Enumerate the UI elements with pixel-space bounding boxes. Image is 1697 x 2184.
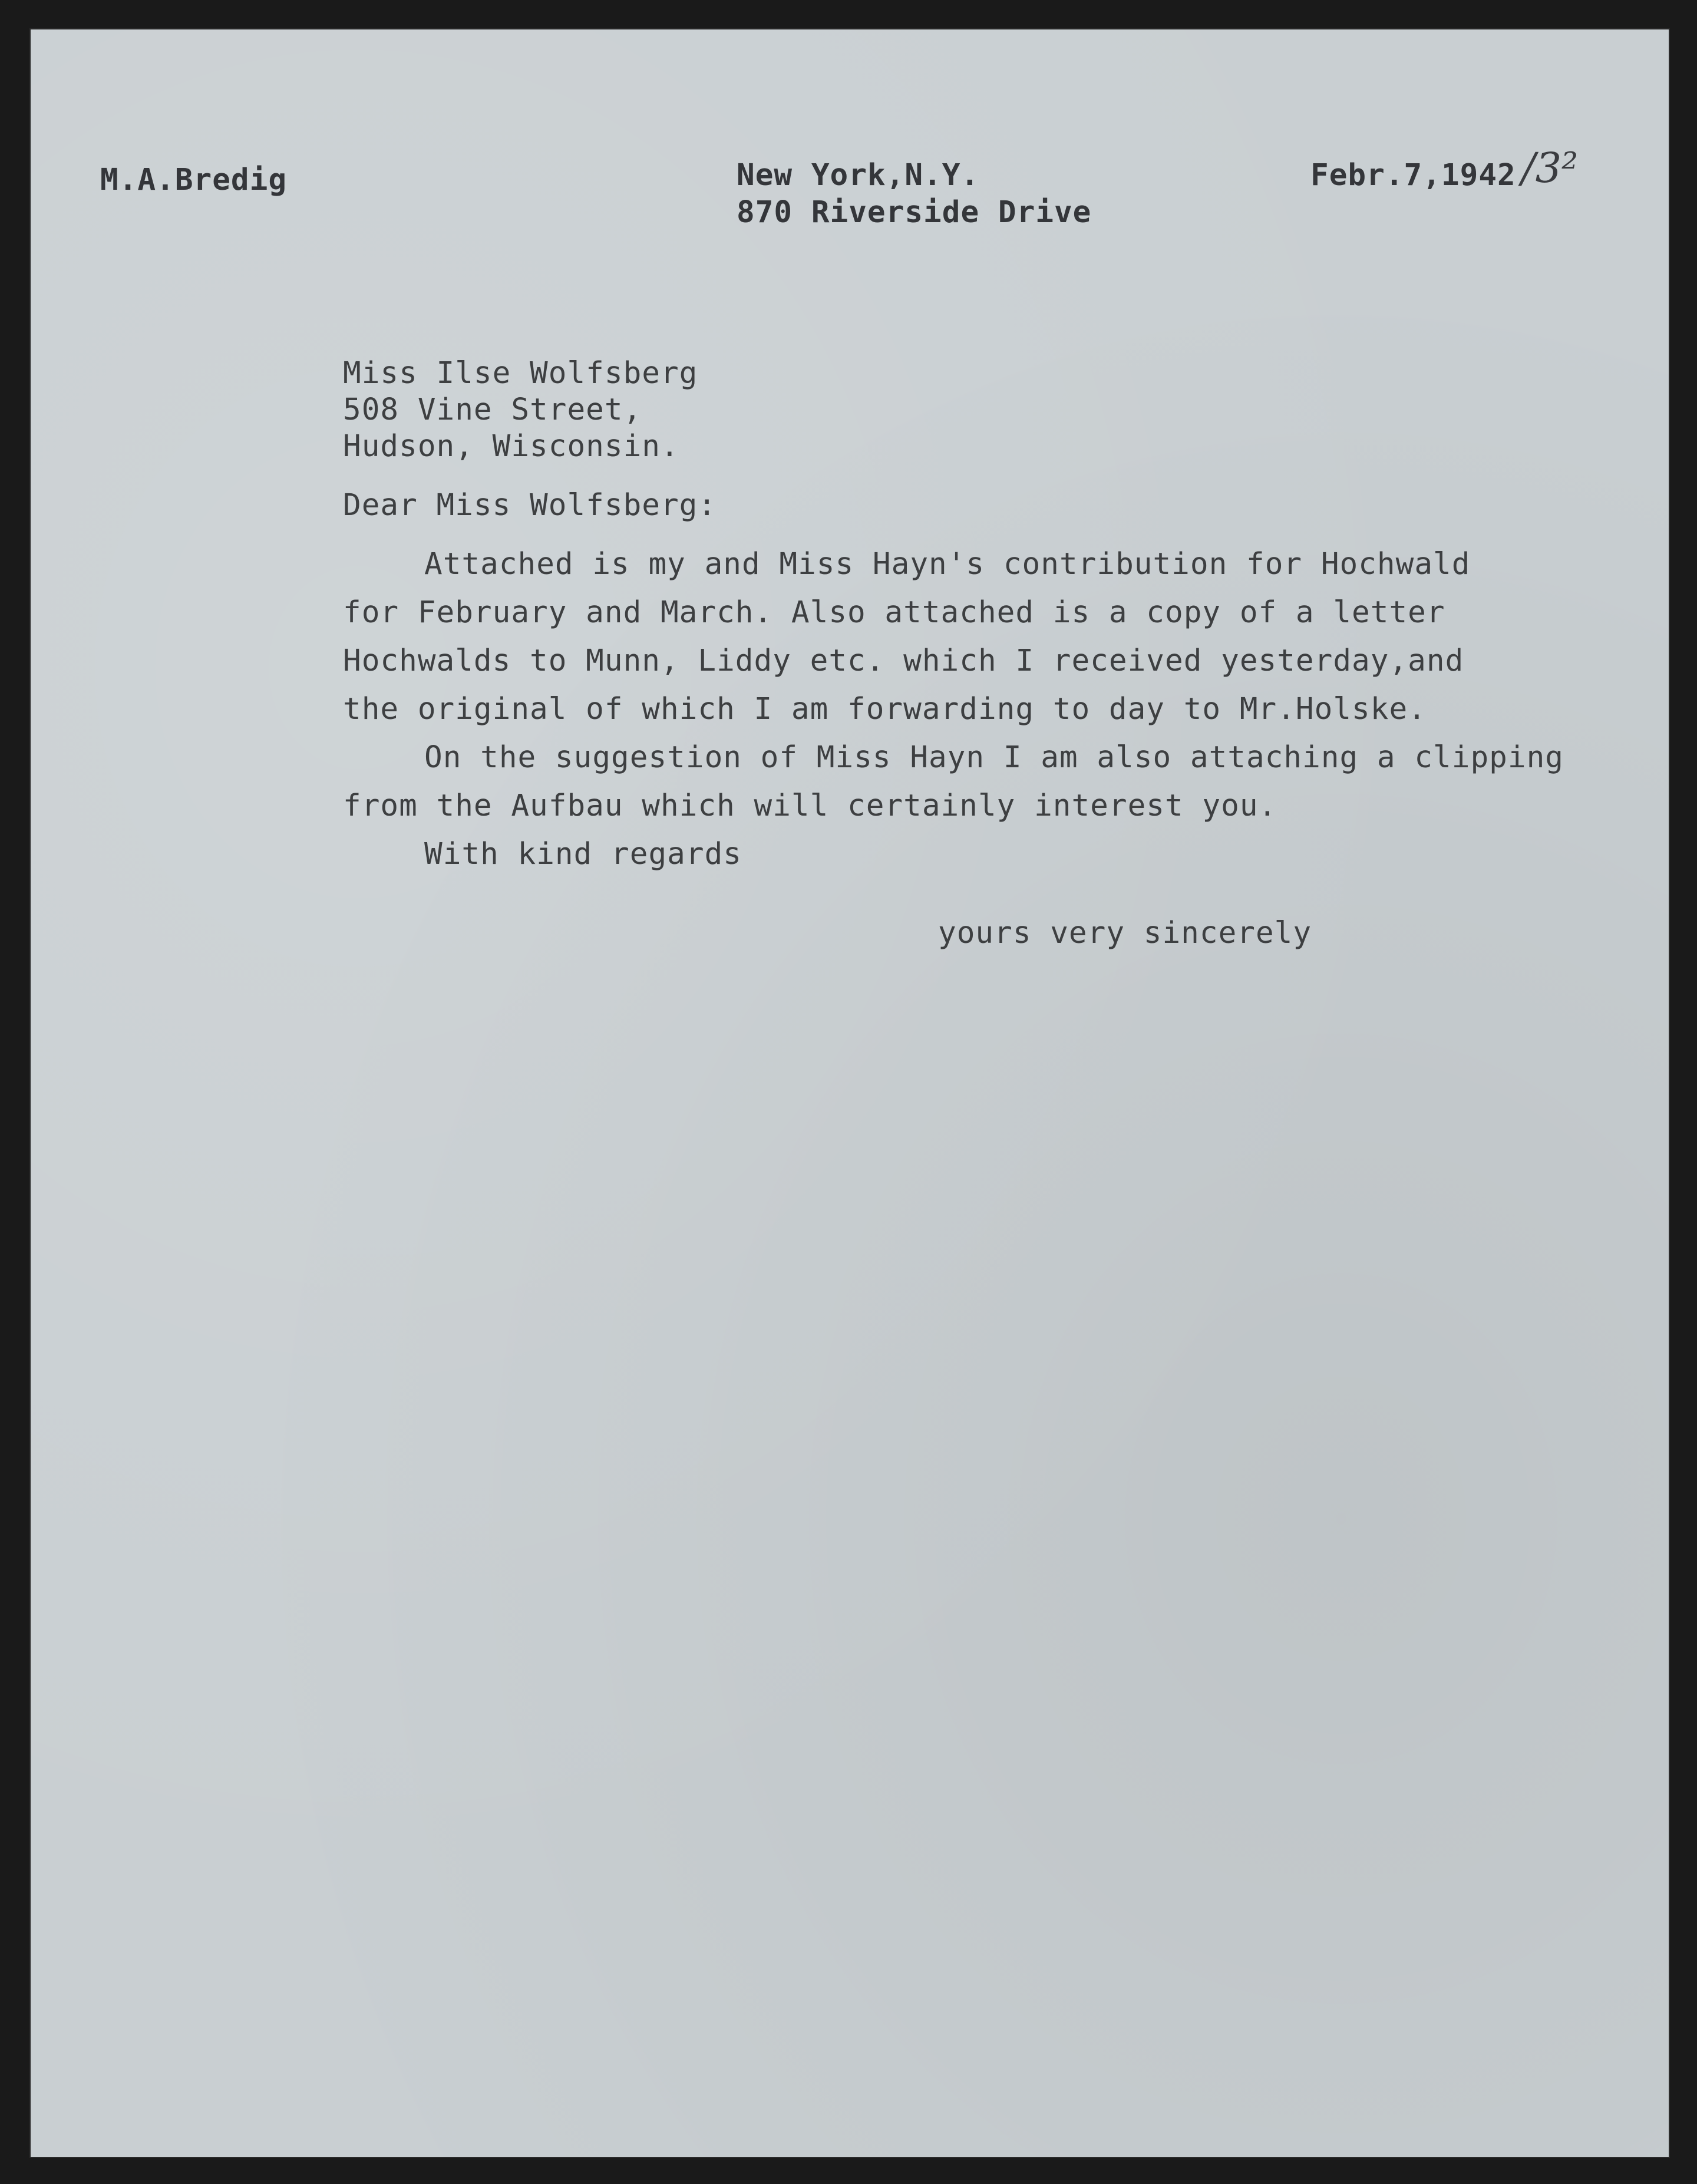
closing: yours very sincerely (938, 916, 1312, 951)
sender-name: M.A.Bredig (100, 163, 288, 197)
body-line: the original of which I am forwarding to day to Mr.Holske. (343, 692, 1427, 727)
recipient-city: Hudson, Wisconsin. (343, 429, 679, 464)
body-line: Hochwalds to Munn, Liddy etc. which I received yesterday,and (343, 644, 1464, 678)
recipient-street: 508 Vine Street, (343, 392, 642, 427)
body-line: from the Aufbau which will certainly interest you. (343, 789, 1277, 823)
letter-date: Febr.7,1942 (1310, 158, 1516, 193)
recipient-name: Miss Ilse Wolfsberg (343, 356, 698, 391)
salutation: Dear Miss Wolfsberg: (343, 488, 717, 523)
letter-page (31, 29, 1669, 2157)
body-line: With kind regards (424, 837, 742, 872)
body-line: Attached is my and Miss Hayn's contribution for Hochwald (424, 547, 1471, 582)
handwritten-page-mark: /3² (1521, 144, 1579, 192)
sender-street: 870 Riverside Drive (737, 195, 1092, 230)
body-line: for February and March. Also attached is a copy of a letter (343, 595, 1445, 630)
body-line: On the suggestion of Miss Hayn I am also attaching a clipping (424, 740, 1564, 775)
sender-city: New York,N.Y. (737, 158, 980, 193)
